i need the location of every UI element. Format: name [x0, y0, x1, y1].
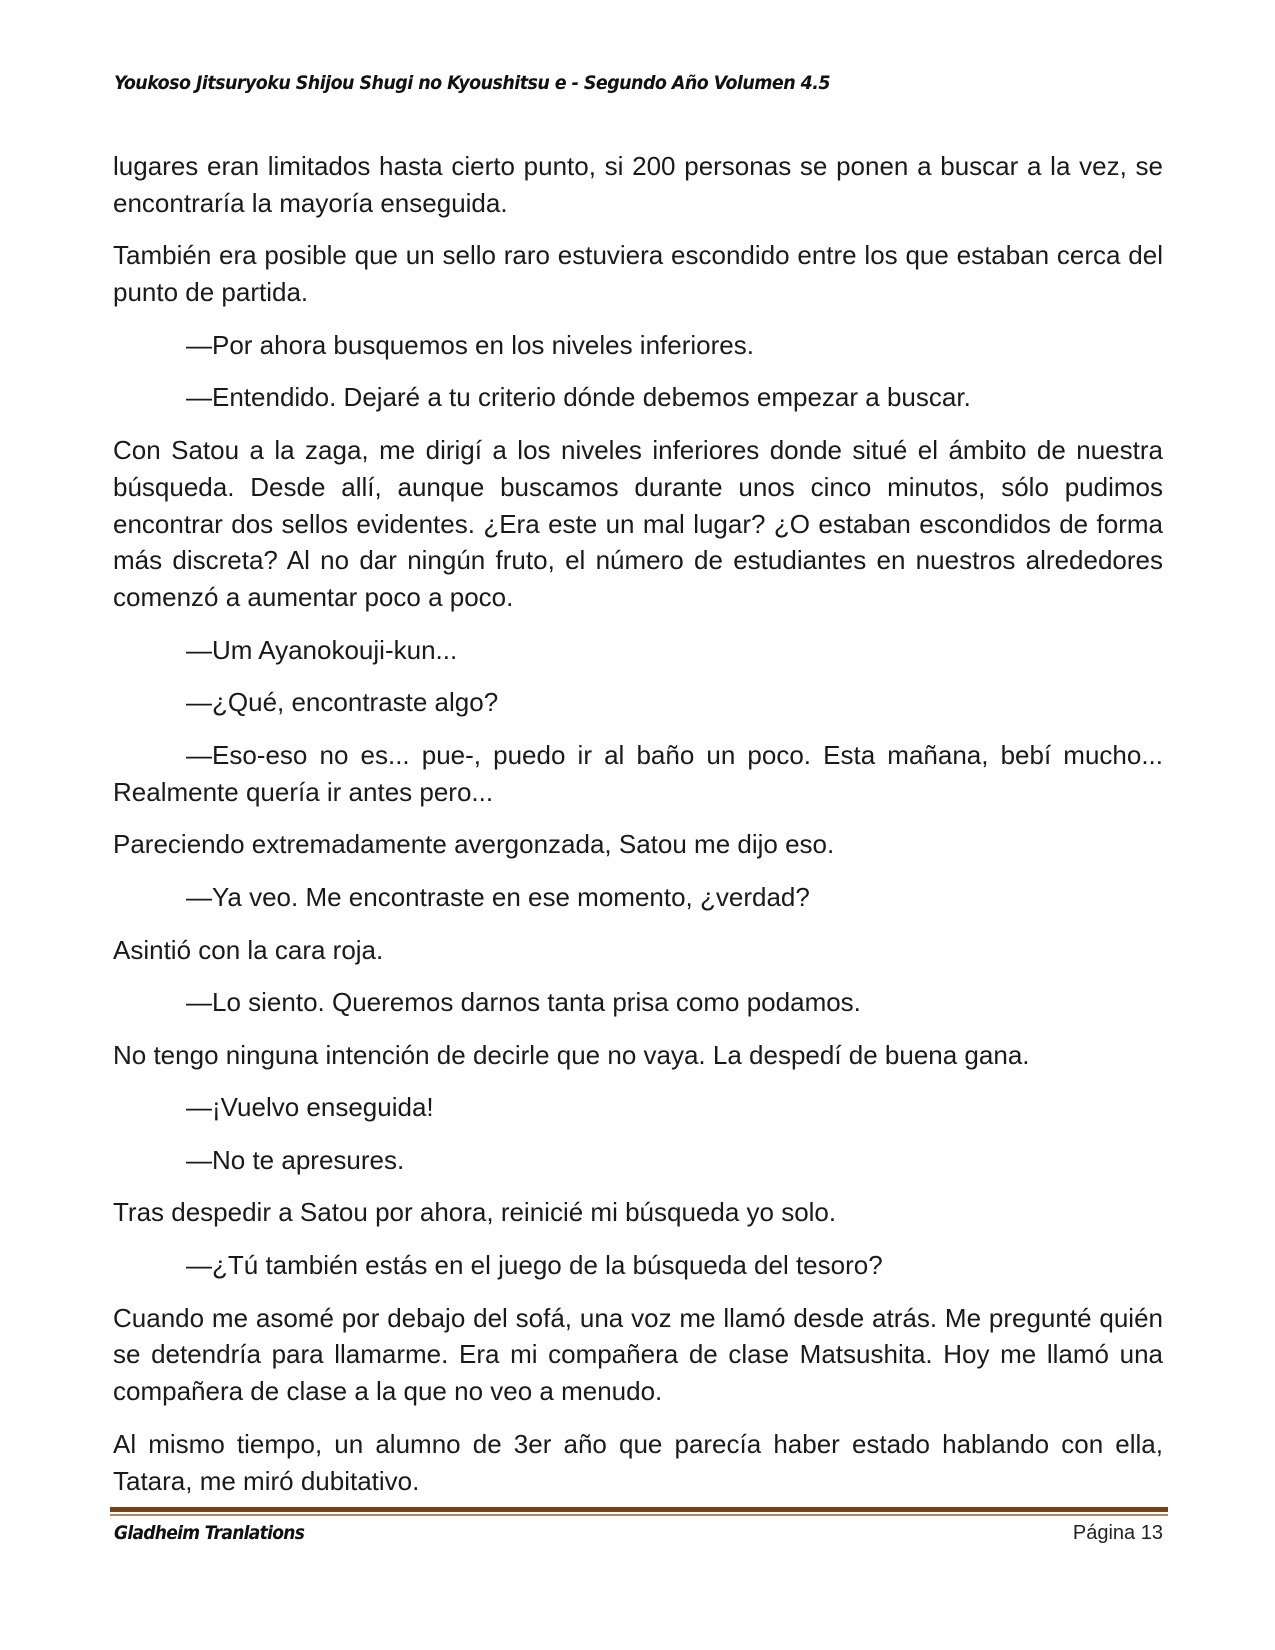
narration-paragraph: Pareciendo extremadamente avergonzada, Satou me dijo eso. — [113, 829, 835, 860]
dialogue-paragraph: —Entendido. Dejaré a tu criterio dónde debemos empezar a buscar. — [186, 382, 971, 413]
narration-paragraph: lugares eran limitados hasta cierto punto, si 200 personas se ponen a buscar a la vez, se encontraría la mayoría enseguida. — [113, 151, 1163, 218]
footer-divider — [110, 1507, 1168, 1516]
dialogue-paragraph: —No te apresures. — [186, 1144, 405, 1175]
dialogue-paragraph: —¡Vuelvo enseguida! — [186, 1092, 434, 1123]
dialogue-paragraph: —Por ahora busquemos en los niveles inferiores. — [186, 329, 754, 360]
narration-paragraph: Al mismo tiempo, un alumno de 3er año que parecía haber estado hablando con ella, Tatara, me miró dubitativo. — [113, 1428, 1163, 1496]
narration-paragraph: Asintió con la cara roja. — [113, 934, 384, 965]
narration-paragraph: No tengo ninguna intención de decirle que no vaya. La despedí de buena gana. — [113, 1039, 1030, 1070]
narration-paragraph: Tras despedir a Satou por ahora, reinicié mi búsqueda yo solo. — [113, 1197, 837, 1228]
narration-paragraph: También era posible que un sello raro estuviera escondido entre los que estaban cerca del punto de partida. — [113, 240, 1163, 308]
dialogue-paragraph: —¿Qué, encontraste algo? — [186, 687, 499, 718]
page-number-value: 13 — [1140, 1522, 1163, 1544]
dialogue-paragraph: —Ya veo. Me encontraste en ese momento, ¿verdad? — [186, 881, 810, 912]
narration-paragraph: Cuando me asomé por debajo del sofá, una voz me llamó desde atrás. Me pregunté quién se detendría para llamarme. Era mi compañera de clase Matsushita. Hoy me llamó una compañera de clase a la que no veo a menudo. — [113, 1302, 1163, 1407]
dialogue-paragraph: —Eso-eso no es... pue-, puedo ir al baño un poco. Esta mañana, bebí mucho... Realmente quería ir antes pero... — [113, 739, 1163, 807]
running-header: Youkoso Jitsuryoku Shijou Shugi no Kyoushitsu e - Segundo Año Volumen 4.5 — [114, 72, 830, 94]
page-label: Página — [1072, 1522, 1136, 1544]
footer-credit: Gladheim Tranlations — [114, 1522, 305, 1544]
page-number — [1073, 1522, 1163, 1545]
page-body — [113, 148, 1163, 1515]
narration-paragraph: Con Satou a la zaga, me dirigí a los niveles inferiores donde situé el ámbito de nuestra búsqueda. Desde allí, aunque buscamos durante unos cinco minutos, sólo pudimos encontrar dos sellos evidentes. ¿Era este un mal lugar? ¿O estaban escondidos de forma más discreta? Al no dar ningún fruto, el número de estudiantes en nuestros alrededores comenzó a aumentar poco a poco. — [113, 434, 1163, 613]
dialogue-paragraph: —Um Ayanokouji-kun... — [186, 634, 458, 665]
dialogue-paragraph: —Lo siento. Queremos darnos tanta prisa como podamos. — [186, 987, 861, 1018]
dialogue-paragraph: —¿Tú también estás en el juego de la búsqueda del tesoro? — [186, 1250, 883, 1281]
